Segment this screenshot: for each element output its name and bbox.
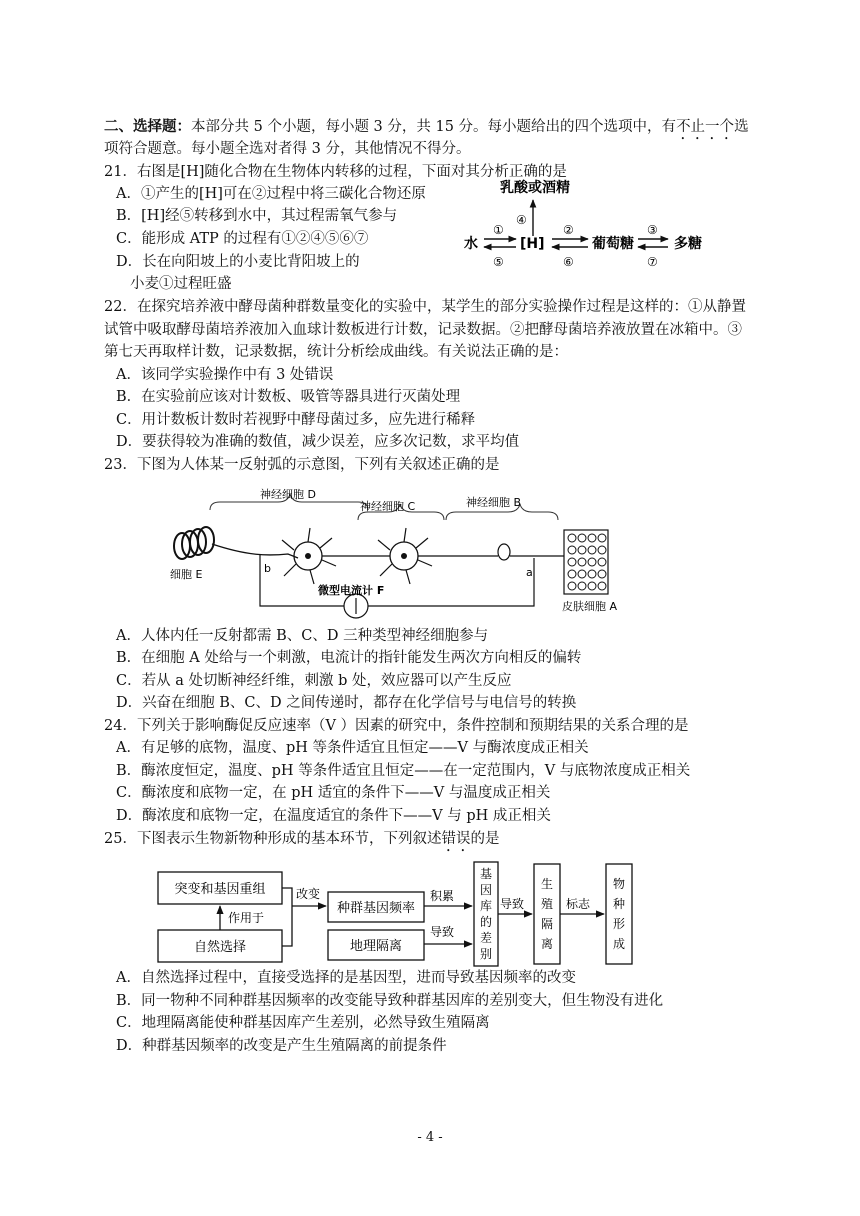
label-skin-cell-a: 皮肤细胞 A bbox=[562, 600, 618, 613]
label-lead-1: 导致 bbox=[430, 925, 455, 939]
text-pool-1: 基 bbox=[479, 867, 493, 881]
text-species-2: 种 bbox=[612, 897, 626, 911]
q25-stem bbox=[104, 829, 499, 855]
q24-option-a: A．有足够的底物，温度、pH 等条件适宜且恒定——V 与酶浓度成正相关 bbox=[116, 740, 589, 756]
q23-option-d: D．兴奋在细胞 B、C、D 之间传递时，都存在化学信号与电信号的转换 bbox=[116, 695, 577, 711]
q22-stem-line-1: 22．在探究培养液中酵母菌种群数量变化的实验中，某学生的部分实验操作过程是这样的：①从静置 bbox=[104, 299, 746, 315]
text-species-3: 形 bbox=[612, 917, 626, 931]
q21-stem: 21．右图是[H]随化合物在生物体内转移的过程，下面对其分析正确的是 bbox=[104, 164, 567, 180]
q21-num-2: ② bbox=[563, 223, 574, 237]
q23-stem: 23．下图为人体某一反射弧的示意图，下列有关叙述正确的是 bbox=[104, 457, 500, 473]
q21-option-d-line-2: 小麦①过程旺盛 bbox=[130, 276, 232, 292]
text-species-1: 物 bbox=[612, 877, 626, 891]
q22-option-a: A．该同学实验操作中有 3 处错误 bbox=[116, 367, 334, 383]
q23-reflex-arc-diagram bbox=[168, 486, 628, 626]
meter-wire-left bbox=[260, 554, 344, 606]
q21-num-4: ④ bbox=[516, 213, 527, 227]
q22-option-b: B．在实验前应该对计数板、吸管等器具进行灭菌处理 bbox=[116, 389, 461, 405]
q21-num-1: ① bbox=[493, 223, 504, 237]
q25-option-c: C．地理隔离能使种群基因库产生差别，必然导致生殖隔离 bbox=[116, 1015, 490, 1031]
q25-option-b: B．同一物种不同种群基因频率的改变能导致种群基因库的差别变大，但生物没有进化 bbox=[116, 993, 664, 1009]
q24-option-c: C．酶浓度和底物一定，在 pH 适宜的条件下——V 与温度成正相关 bbox=[116, 785, 551, 801]
label-neuron-d: 神经细胞 D bbox=[260, 488, 316, 501]
text-repro-1: 生 bbox=[540, 877, 554, 891]
neuron-b-soma bbox=[498, 544, 510, 560]
q22-option-d: D．要获得较为准确的数值，减少误差，应多次记数，求平均值 bbox=[116, 434, 520, 450]
label-change: 改变 bbox=[296, 887, 321, 901]
page-number: - 4 - bbox=[417, 1130, 443, 1145]
effector-cell-e bbox=[174, 527, 214, 559]
motor-axon bbox=[212, 544, 298, 558]
text-repro-4: 离 bbox=[540, 937, 554, 951]
q23-option-a: A．人体内任一反射都需 B、C、D 三种类型神经细胞参与 bbox=[116, 628, 489, 644]
q21-label-top: 乳酸或酒精 bbox=[500, 180, 570, 196]
q21-label-h: [H] bbox=[520, 236, 545, 252]
q21-label-glucose: 葡萄糖 bbox=[592, 236, 634, 252]
label-cell-e: 细胞 E bbox=[170, 568, 203, 581]
text-selection: 自然选择 bbox=[193, 940, 247, 955]
q21-option-a: A．①产生的[H]可在②过程中将三碳化合物还原 bbox=[116, 186, 426, 202]
q24-option-b: B．酶浓度恒定，温度、pH 等条件适宜且恒定——在一定范围内，V 与底物浓度成正相关 bbox=[116, 763, 691, 779]
label-point-b: b bbox=[264, 562, 271, 575]
q25-option-a: A．自然选择过程中，直接受选择的是基因型，进而导致基因频率的改变 bbox=[116, 970, 576, 986]
label-acts-on: 作用于 bbox=[228, 911, 265, 925]
q21-num-7: ⑦ bbox=[647, 255, 658, 269]
text-pool-3: 库 bbox=[479, 899, 493, 913]
instructions-emphasis: 不止一个 bbox=[676, 119, 735, 135]
q22-option-c: C．用计数板计数时若视野中酵母菌过多，应先进行稀释 bbox=[116, 412, 476, 428]
q25-stem-part: 的是 bbox=[470, 831, 500, 847]
text-gene-frequency: 种群基因频率 bbox=[336, 901, 416, 916]
bracket-change bbox=[282, 888, 292, 946]
text-repro-3: 隔 bbox=[540, 917, 554, 931]
q21-num-3: ③ bbox=[647, 223, 658, 237]
section-instructions-line-2: 项符合题意。每小题全选对者得 3 分，其他情况不得分。 bbox=[104, 141, 471, 157]
q21-option-b: B．[H]经⑤转移到水中，其过程需氧气参与 bbox=[116, 208, 398, 224]
label-mark: 标志 bbox=[566, 897, 591, 911]
q24-stem: 24．下列关于影响酶促反应速率（V ）因素的研究中，条件控制和预期结果的关系合理的是 bbox=[104, 718, 689, 734]
q24-option-d: D．酶浓度和底物一定，在温度适宜的条件下——V 与 pH 成正相关 bbox=[116, 808, 551, 824]
instructions-part: 选 bbox=[734, 119, 749, 135]
q23-option-b: B．在细胞 A 处给与一个刺激，电流计的指针能发生两次方向相反的偏转 bbox=[116, 650, 582, 666]
q21-metabolism-diagram bbox=[460, 176, 720, 276]
q21-num-6: ⑥ bbox=[563, 255, 574, 269]
label-lead-2: 导致 bbox=[500, 897, 525, 911]
q21-option-d-line-1: D．长在向阳坡上的小麦比背阳坡上的 bbox=[116, 254, 360, 270]
instructions-part: 本部分共 5 个小题，每小题 3 分，共 15 分。每小题给出的四个选项中，有 bbox=[191, 119, 677, 135]
label-neuron-c: 神经细胞 C bbox=[360, 500, 416, 513]
q21-label-polysaccharide: 多糖 bbox=[674, 236, 702, 252]
q25-speciation-flowchart bbox=[154, 858, 674, 968]
text-pool-4: 的 bbox=[479, 915, 493, 929]
q21-option-c: C．能形成 ATP 的过程有①②④⑤⑥⑦ bbox=[116, 231, 369, 247]
q22-stem-line-2: 试管中吸取酵母菌培养液加入血球计数板进行计数，记录数据。②把酵母菌培养液放置在冰箱中。③ bbox=[104, 322, 742, 338]
label-point-a: a bbox=[526, 566, 533, 579]
text-mutation: 突变和基因重组 bbox=[174, 882, 266, 897]
q21-label-water: 水 bbox=[464, 236, 478, 252]
q22-stem-line-3: 第七天再取样计数，记录数据，统计分析绘成曲线。有关说法正确的是： bbox=[104, 344, 568, 360]
text-pool-5: 差 bbox=[479, 931, 493, 945]
q25-option-d: D．种群基因频率的改变是产生生殖隔离的前提条件 bbox=[116, 1038, 447, 1054]
label-meter-f: 微型电流计 F bbox=[318, 584, 385, 597]
q23-option-c: C．若从 a 处切断神经纤维，刺激 b 处，效应器可以产生反应 bbox=[116, 673, 512, 689]
text-pool-2: 因 bbox=[479, 883, 493, 897]
label-accumulate: 积累 bbox=[430, 889, 455, 903]
text-geo-isolation: 地理隔离 bbox=[349, 939, 403, 954]
q25-stem-part: 25．下图表示生物新物种形成的基本环节，下列叙述 bbox=[104, 831, 442, 847]
q21-num-5: ⑤ bbox=[493, 255, 504, 269]
text-pool-6: 别 bbox=[479, 947, 493, 961]
text-species-4: 成 bbox=[612, 937, 626, 951]
q25-stem-emphasis: 错误 bbox=[441, 831, 471, 847]
receptor-skin-cell-a bbox=[564, 530, 608, 594]
label-neuron-b: 神经细胞 B bbox=[466, 496, 522, 509]
text-repro-2: 殖 bbox=[540, 897, 554, 911]
section-heading: 二、选择题： bbox=[104, 118, 191, 135]
